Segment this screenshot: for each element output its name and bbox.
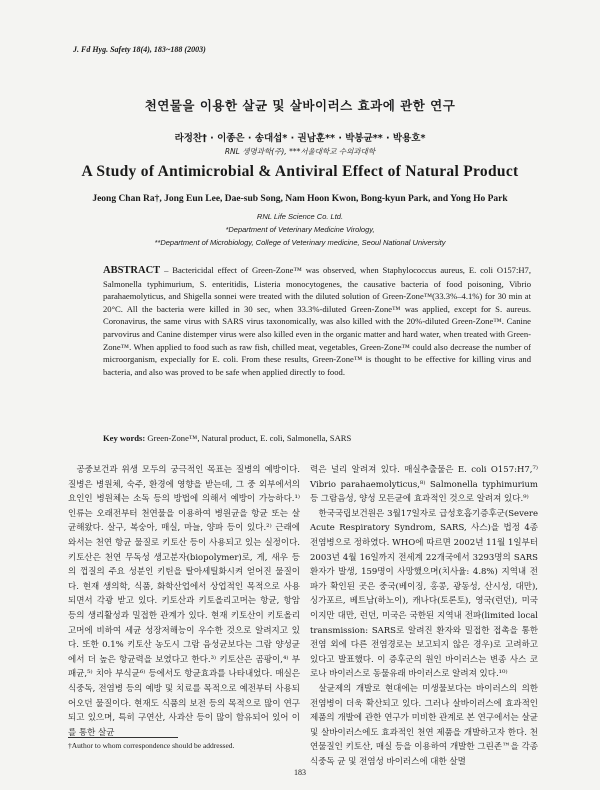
journal-citation: J. Fd Hyg. Safety 18(4), 183~188 (2003) xyxy=(73,45,206,54)
abstract-text: – Bactericidal effect of Green-Zone™ was observed, when Staphylococcus aureus, E. coli O157:H7, Salmonella typhimurium, S. enteritidis, Listeria monocytogenes, the causative bacteria of food poisoning, Vibrio parahaemolyticus, and Shigella sonnei were treated with the diluted solution of Green-Zone™(33.3%–4.1%) for 30 min at 20°C. All the bacteria were killed in 30 sec, when 33.3%-diluted Green-Zone™ was applied, except for S. aureus. Coronavirus, the same virus with SARS virus taxonomically, was also killed with the 20%-diluted Green-Zone™. Canine parvovirus and Canine distemper virus were also killed even in the organic matter and hard water, when treated with Green-Zone™. When applied to food such as raw fish, chilled meat, vegetables, Green-Zone™ could also decrease the number of microorganism, expecially for E. coli. From these results, Green-Zone™ is thought to be effective for killing virus and bacteria, and also was proved to be safe when applied directly to food. xyxy=(103,265,531,377)
abstract xyxy=(103,264,531,378)
body-paragraph: 한국국립보건원은 3월17일자로 급성호흡기증후군(Severe Acute Respiratory Syndrom, SARS, 사스)을 법정 4종 전염병으로 정하였다. WHO에 따르면 2002년 11월 1일부터 2003년 4월 16일까지 전세계 22개국에서 3293명의 SARS 환자가 발생, 159명이 사망했으며(치사율: 4.8%) 지역내 전파가 확인된 곳은 중국(베이징, 홍콩, 광동성, 산시성, 대만), 싱가포르, 베트남(하노이), 캐나다(토론토), 영국(런던), 미국이지만 대만, 런던, 미국은 국한된 지역내 전파(limited local transmission: SARS로 알려진 환자와 밀접한 접촉을 통한 전염 외에 다른 전염경로는 보고되지 않은 경우)로 고려하고 있다고 발표했다. 이 증후군의 원인 바이러스는 변종 사스 코로나 바이러스로 동물유래 바이러스로 알려져 있다.¹⁰⁾ xyxy=(310,508,538,680)
affiliation-line-1: RNL Life Science Co. Ltd. xyxy=(256,212,344,221)
body-paragraph: 력은 널리 알려져 있다. 매실추출물은 E. coli O157:H7,⁷⁾ Vibrio parahaemolyticus,⁸⁾ Salmonella typhimurium 등 그람음성, 양성 모든균에 효과적인 것으로 알려져 있다.⁹⁾ xyxy=(310,465,538,505)
abstract-label: ABSTRACT xyxy=(103,265,161,276)
body-left-column xyxy=(68,463,300,740)
page-number: 183 xyxy=(294,768,306,777)
korean-affiliation: RNL 생명과학(주), ***서울대학교 수의과대학 xyxy=(224,147,376,156)
english-title: A Study of Antimicrobial & Antiviral Effect of Natural Product xyxy=(81,163,519,180)
korean-title: 천연물을 이용한 살균 및 살바이러스 효과에 관한 연구 xyxy=(144,98,456,113)
footnote-divider xyxy=(68,737,178,738)
keywords-text: Green-Zone™, Natural product, E. coli, Salmonella, SARS xyxy=(147,433,352,443)
body-paragraph: 공중보건과 위생 모두의 궁극적인 목표는 질병의 예방이다. 질병은 병원체, 숙주, 환경에 영향을 받는데, 그 중 외부에서의 요인인 병원체는 소독 등의 방법에 의해서 예방이 가능하다.¹⁾ 인류는 오래전부터 천연물을 이용하여 병원균을 항균 또는 살균해왔다. 살구, 복숭아, 매실, 마늘, 양파 등이 있다.²⁾ 근래에 와서는 천연 항균 물질로 키토산 등이 사용되고 있는 실정이다. 키토산은 천연 무독성 생고분자(biopolymer)로, 게, 새우 등의 껍질의 주요 성분인 키틴을 탈아세틸화시켜 얻어진 물질이다. 현재 생의학, 식품, 화학산업에서 상업적인 목적으로 사용되면서 각광 받고 있다. 키토산과 키토올리고머는 항균, 항암 등의 생리활성과 밀접한 관계가 있다. 현재 키토산이 키토올리고머에 비하여 세균 성장저해능이 우수한 것으로 알려지고 있다. 또한 0.1% 키토산 농도시 그람 음성균보다는 그람 양성균에서 더 높은 항균력을 보였다고 한다.³⁾ 키토산은 곰팡이,⁴⁾ 부패균,⁵⁾ 치아 부식균⁶⁾ 등에서도 항균효과를 나타내었다. 매실은 식중독, 전염병 등의 예방 및 치료를 목적으로 예전부터 사용되어오던 물질이다. 현재도 식품의 보전 등의 목적으로 많이 연구되고 있으며, 특히 구연산, 사과산 등이 많이 함유되어 있어 이를 통한 살균 xyxy=(68,465,300,738)
footnote: †Author to whom correspondence should be addressed. xyxy=(68,741,235,750)
body-right-column xyxy=(310,463,538,769)
body-paragraph: 살균제의 개발로 현대에는 미생물보다는 바이러스의 의한 전염병이 더욱 확산되고 있다. 그러나 살바이러스에 효과적인 제품의 개발에 관한 연구가 미비한 관계로 본 연구에서는 살균 및 살바이러스에도 효과적인 천연 제품을 개발하고자 한다. 천연물질인 키토산, 매실 등을 이용하여 개발한 그린존™을 각종 식중독 균 및 전염성 바이러스에 대한 살멸 xyxy=(310,683,538,767)
korean-authors: 라정찬† · 이종은 · 송대섭* · 권남훈** · 박봉균** · 박용호* xyxy=(174,133,426,144)
keywords xyxy=(103,433,533,443)
affiliation-line-3: **Department of Microbiology, College of Veterinary medicine, Seoul National University xyxy=(154,238,446,247)
english-authors: Jeong Chan Ra†, Jong Eun Lee, Dae-sub Song, Nam Hoon Kwon, Bong-kyun Park, and Yong Ho Park xyxy=(92,194,508,204)
affiliation-line-2: *Department of Veterinary Medicine Virology, xyxy=(225,225,375,234)
keywords-label: Key words: xyxy=(103,433,146,443)
